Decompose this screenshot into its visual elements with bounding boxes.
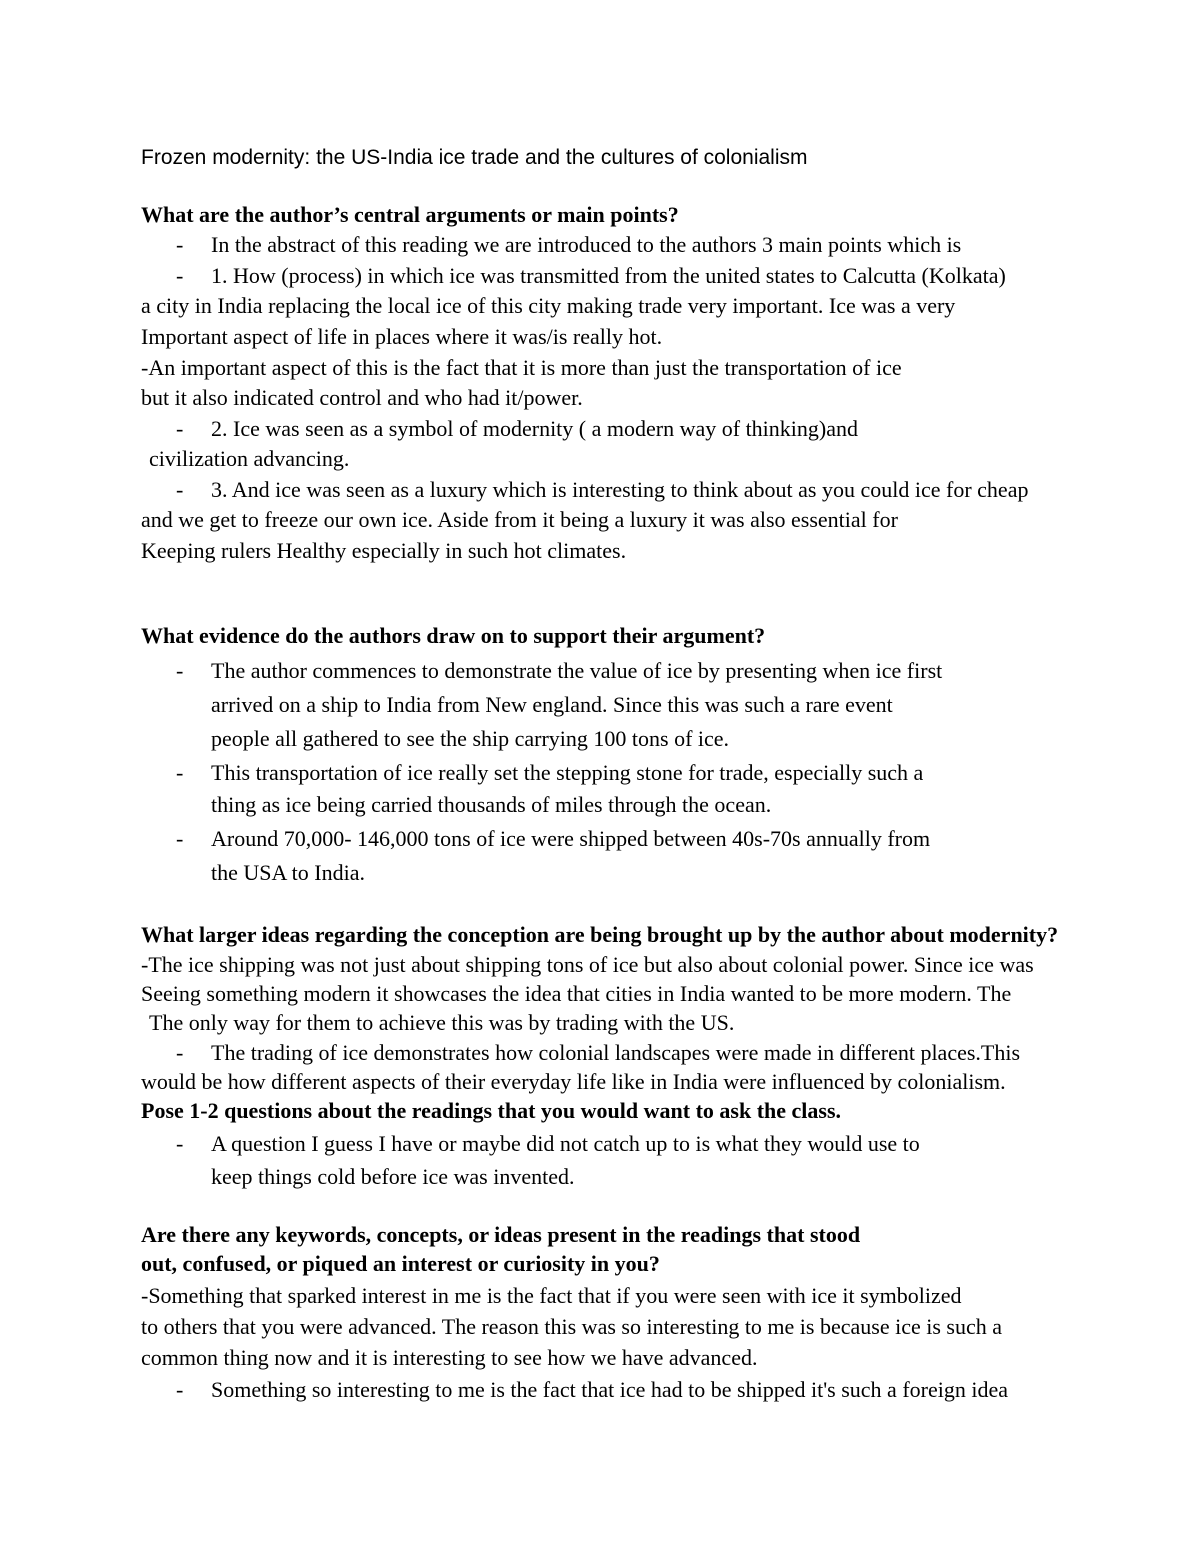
- body-line: -Something that sparked interest in me is the fact that if you were seen with ice it symbolized: [141, 1283, 962, 1308]
- body-line: 1. How (process) in which ice was transmitted from the united states to Calcutta (Kolkata): [211, 263, 1006, 288]
- bullet-marker: -: [176, 1377, 184, 1402]
- body-line: This transportation of ice really set the stepping stone for trade, especially such a: [211, 760, 924, 785]
- bullet-marker: -: [176, 658, 184, 683]
- body-line: would be how different aspects of their everyday life like in India were influenced by colonialism.: [141, 1069, 1006, 1094]
- body-line: The author commences to demonstrate the value of ice by presenting when ice first: [211, 658, 943, 683]
- bullet-marker: -: [176, 477, 184, 502]
- bullet-marker: -: [176, 232, 184, 257]
- body-line: the USA to India.: [211, 860, 365, 885]
- section-question: Are there any keywords, concepts, or ideas present in the readings that stood: [141, 1222, 861, 1247]
- body-line: A question I guess I have or maybe did not catch up to is what they would use to: [211, 1131, 920, 1156]
- body-line: keep things cold before ice was invented.: [211, 1164, 575, 1189]
- body-line: -The ice shipping was not just about shipping tons of ice but also about colonial power. Since ice was: [141, 952, 1034, 977]
- body-line: Important aspect of life in places where it was/is really hot.: [141, 324, 663, 349]
- body-line: arrived on a ship to India from New england. Since this was such a rare event: [211, 692, 893, 717]
- body-line: common thing now and it is interesting to see how we have advanced.: [141, 1345, 758, 1370]
- body-line: civilization advancing.: [149, 446, 350, 471]
- body-line: people all gathered to see the ship carrying 100 tons of ice.: [211, 726, 730, 751]
- body-line: thing as ice being carried thousands of miles through the ocean.: [211, 792, 772, 817]
- document-title: Frozen modernity: the US-India ice trade and the cultures of colonialism: [141, 146, 808, 169]
- body-line: 2. Ice was seen as a symbol of modernity ( a modern way of thinking)and: [211, 416, 858, 441]
- body-line: Around 70,000- 146,000 tons of ice were shipped between 40s-70s annually from: [211, 826, 931, 851]
- body-line: In the abstract of this reading we are introduced to the authors 3 main points which is: [211, 232, 962, 257]
- bullet-marker: -: [176, 263, 184, 288]
- section-question: Pose 1-2 questions about the readings that you would want to ask the class.: [141, 1098, 842, 1123]
- section-question: What evidence do the authors draw on to support their argument?: [141, 623, 766, 648]
- bullet-marker: -: [176, 1040, 184, 1065]
- body-line: The only way for them to achieve this was by trading with the US.: [149, 1010, 735, 1035]
- body-line: Keeping rulers Healthy especially in such hot climates.: [141, 538, 627, 563]
- body-line: and we get to freeze our own ice. Aside from it being a luxury it was also essential for: [141, 507, 898, 532]
- body-line: The trading of ice demonstrates how colonial landscapes were made in different places.This: [211, 1040, 1021, 1065]
- body-line: -An important aspect of this is the fact that it is more than just the transportation of ice: [141, 355, 902, 380]
- body-line: 3. And ice was seen as a luxury which is interesting to think about as you could ice for cheap: [211, 477, 1029, 502]
- section-question: out, confused, or piqued an interest or curiosity in you?: [141, 1251, 660, 1276]
- bullet-marker: -: [176, 1131, 184, 1156]
- body-line: a city in India replacing the local ice of this city making trade very important. Ice was a very: [141, 293, 956, 318]
- section-question: What larger ideas regarding the conception are being brought up by the author about modernity?: [141, 922, 1059, 947]
- bullet-marker: -: [176, 826, 184, 851]
- body-line: Seeing something modern it showcases the idea that cities in India wanted to be more modern. The: [141, 981, 1012, 1006]
- body-line: to others that you were advanced. The reason this was so interesting to me is because ice is such a: [141, 1314, 1003, 1339]
- bullet-marker: -: [176, 416, 184, 441]
- body-line: but it also indicated control and who had it/power.: [141, 385, 583, 410]
- bullet-marker: -: [176, 760, 184, 785]
- section-question: What are the author’s central arguments or main points?: [141, 202, 679, 227]
- body-line: Something so interesting to me is the fact that ice had to be shipped it's such a foreign idea: [211, 1377, 1008, 1402]
